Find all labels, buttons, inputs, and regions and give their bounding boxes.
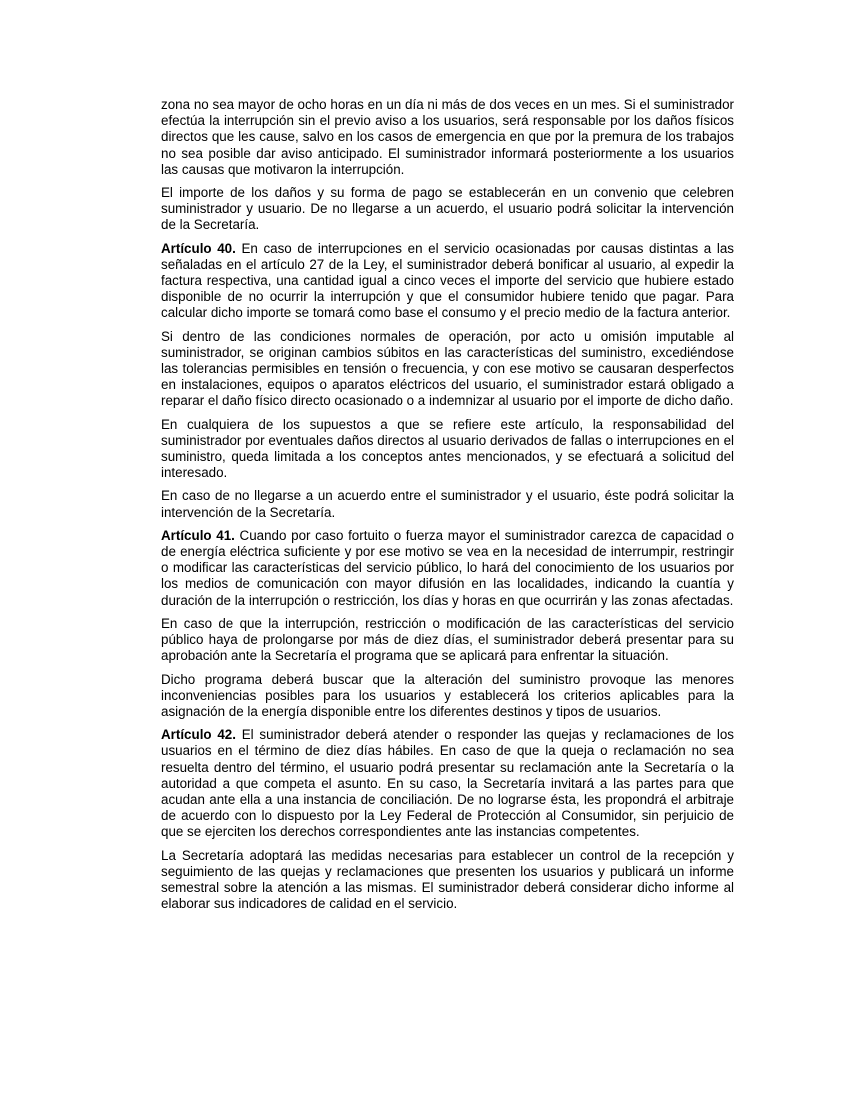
paragraph <box>161 616 734 665</box>
paragraph-text: zona no sea mayor de ocho horas en un día ni más de dos veces en un mes. Si el suministrador efectúa la interrupción sin el previo aviso a los usuarios, será responsable por los daños físicos directos que les cause, salvo en los casos de emergencia en que por la premura de los trabajos no sea posible dar aviso anticipado. El suministrador informará posteriormente a los usuarios las causas que motivaron la interrupción. <box>161 97 734 177</box>
paragraph-text: El suministrador deberá atender o responder las quejas y reclamaciones de los usuarios en el término de diez días hábiles. En caso de que la queja o reclamación no sea resuelta dentro del término, el usuario podrá presentar su reclamación ante la Secretaría o la autoridad a que competa el asunto. En su caso, la Secretaría invitará a las partes para que acudan ante ella a una instancia de conciliación. De no lograrse ésta, les propondrá el arbitraje de acuerdo con lo dispuesto por la Ley Federal de Protección al Consumidor, sin perjuicio de que se ejerciten los derechos correspondientes ante las instancias competentes. <box>161 727 734 840</box>
paragraph-continuation <box>161 97 734 178</box>
articulo-41-label: Artículo 41. <box>161 527 235 543</box>
paragraph-text: El importe de los daños y su forma de pago se establecerán en un convenio que celebren suministrador y usuario. De no llegarse a un acuerdo, el usuario podrá solicitar la intervención de la Secretaría. <box>161 185 734 233</box>
paragraph <box>161 185 734 234</box>
paragraph-text: En caso de interrupciones en el servicio ocasionadas por causas distintas a las señaladas en el artículo 27 de la Ley, el suministrador deberá bonificar al usuario, al expedir la factura respectiva, una cantidad igual a cinco veces el importe del servicio que hubiere estado disponible de no ocurrir la interrupción y que el consumidor hubiere tenido que pagar. Para calcular dicho importe se tomará como base el consumo y el precio medio de la factura anterior. <box>161 240 734 321</box>
paragraph-text: Si dentro de las condiciones normales de operación, por acto u omisión imputable al suministrador, se originan cambios súbitos en las características del suministro, excediéndose las tolerancias permisibles en tensión o frecuencia, y con ese motivo se causaran desperfectos en instalaciones, equipos o aparatos eléctricos del usuario, el suministrador estará obligado a reparar el daño físico directo ocasionado o a indemnizar al usuario por el importe de dicho daño. <box>161 328 734 409</box>
paragraph-articulo-41 <box>161 528 734 609</box>
paragraph-articulo-40 <box>161 241 734 322</box>
paragraph-text: La Secretaría adoptará las medidas necesarias para establecer un control de la recepción y seguimiento de las quejas y reclamaciones que presenten los usuarios y publicará un informe semestral sobre la atención a las mismas. El suministrador deberá considerar dicho informe al elaborar sus indicadores de calidad en el servicio. <box>161 847 734 912</box>
articulo-42-label: Artículo 42. <box>161 727 236 743</box>
paragraph-text: Cuando por caso fortuito o fuerza mayor el suministrador carezca de capacidad o de energía eléctrica suficiente y por ese motivo se vea en la necesidad de interrumpir, restringir o modificar las características del servicio público, lo hará del conocimiento de los usuarios por los medios de comunicación con mayor difusión en las localidades, indicando la cuantía y duración de la interrupción o restricción, los días y horas en que ocurrirán y las zonas afectadas. <box>161 527 734 608</box>
paragraph <box>161 488 734 520</box>
paragraph <box>161 417 734 482</box>
paragraph-articulo-42 <box>161 727 734 840</box>
paragraph-text: En caso de que la interrupción, restricción o modificación de las características del servicio público haya de prolongarse por más de diez días, el suministrador deberá presentar para su aprobación ante la Secretaría el programa que se aplicará para enfrentar la situación. <box>161 615 734 664</box>
articulo-40-label: Artículo 40. <box>161 240 236 256</box>
paragraph <box>161 672 734 721</box>
document-text-block <box>161 97 734 919</box>
paragraph-text: Dicho programa deberá buscar que la alteración del suministro provoque las menores inconveniencias posibles para los usuarios y establecerá los criterios aplicables para la asignación de la energía disponible entre los diferentes destinos y tipos de usuarios. <box>161 671 734 719</box>
paragraph <box>161 848 734 913</box>
paragraph-text: En cualquiera de los supuestos a que se refiere este artículo, la responsabilidad del suministrador por eventuales daños directos al usuario derivados de fallas o interrupciones en el suministro, queda limitada a los conceptos antes mencionados, y se efectuará a solicitud del interesado. <box>161 416 734 481</box>
paragraph-text: En caso de no llegarse a un acuerdo entre el suministrador y el usuario, éste podrá solicitar la intervención de la Secretaría. <box>161 488 734 520</box>
paragraph <box>161 329 734 410</box>
